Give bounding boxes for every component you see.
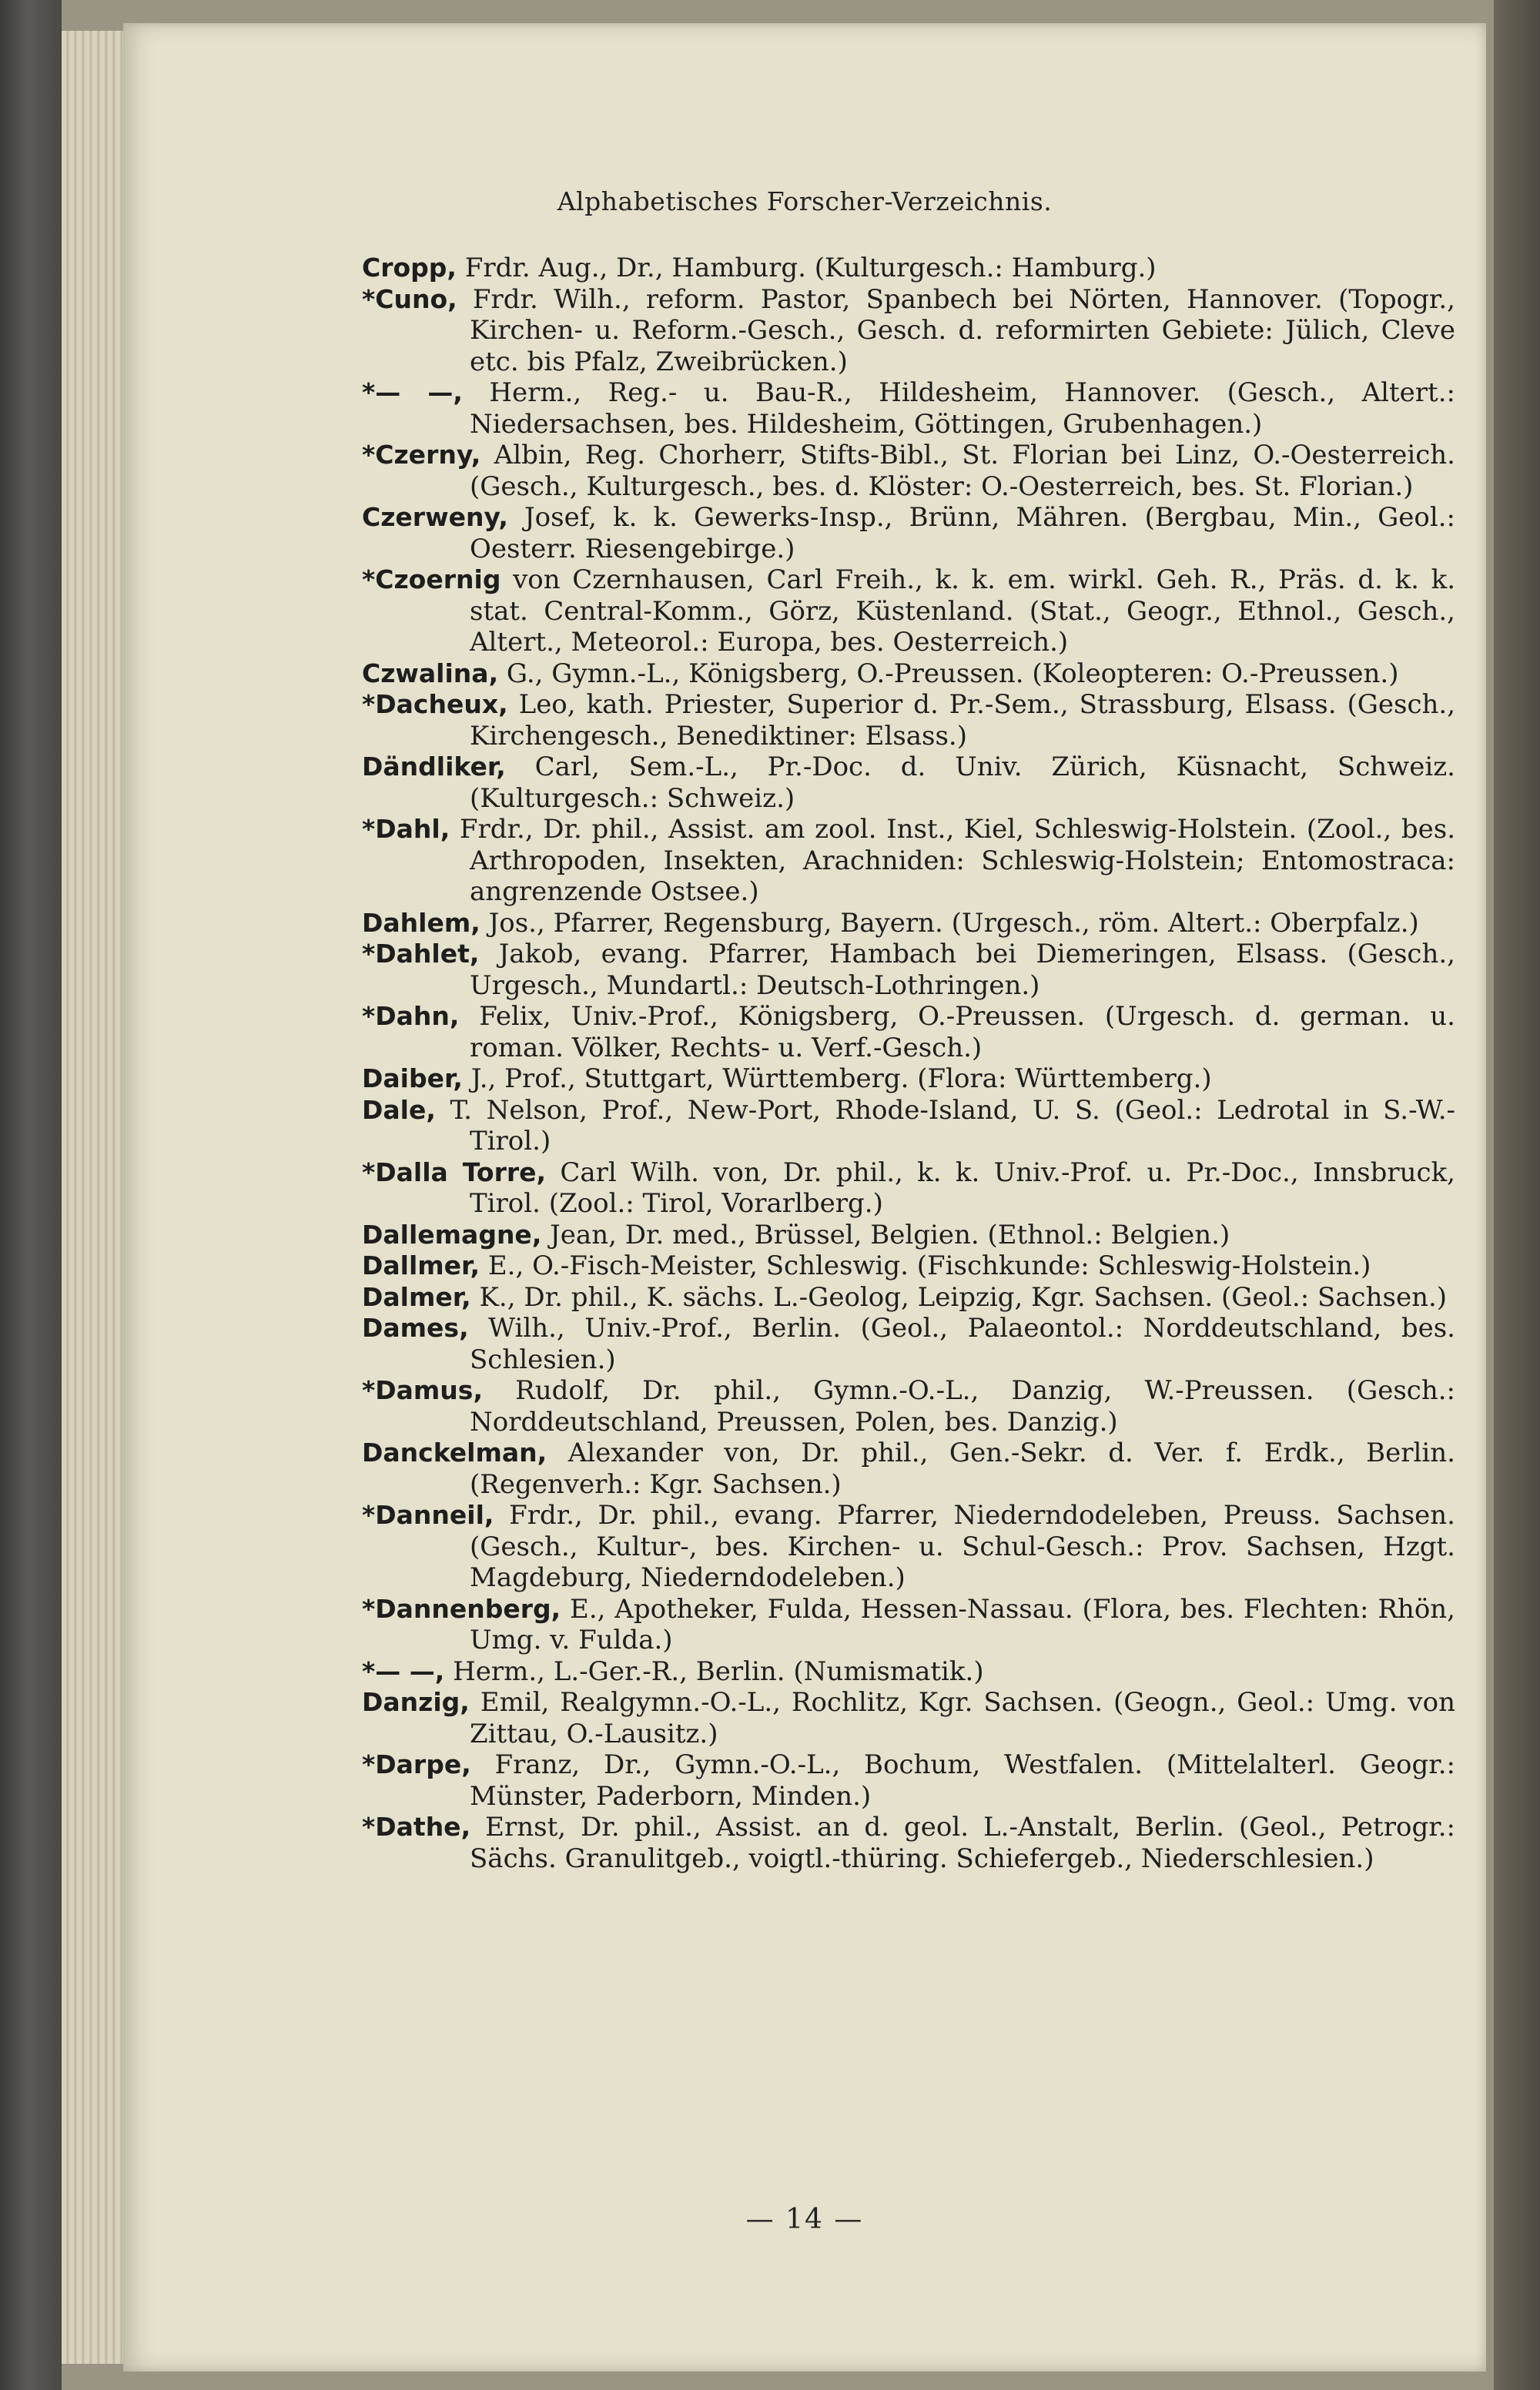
list-item (362, 689, 1455, 751)
entry-list (362, 253, 1455, 1874)
entry-name: Dalmer, (362, 1281, 471, 1312)
book-cover-left (0, 0, 62, 2390)
list-item (362, 1594, 1455, 1656)
list-item (362, 1063, 1455, 1095)
entry-text: Ernst, Dr. phil., Assist. an d. geol. L.-Anstalt, Berlin. (Geol., Petrogr.: Sächs. Granulitgeb., voigtl.-thüring. Schiefergeb., Niederschlesien.) (470, 1812, 1455, 1874)
entry-name: *— —, (362, 377, 463, 407)
list-item (362, 1001, 1455, 1063)
list-item (362, 1282, 1455, 1314)
entry-name: Czerweny, (362, 502, 508, 532)
entry-name: *Dahn, (362, 1001, 460, 1031)
list-item (362, 1220, 1455, 1251)
book-cover-right (1494, 0, 1540, 2390)
entry-name: *Cuno, (362, 283, 457, 314)
entry-name: *Dalla Torre, (362, 1157, 547, 1187)
list-item (362, 377, 1455, 440)
book-page (123, 23, 1486, 2372)
entry-text: Frdr., Dr. phil., evang. Pfarrer, Niederndodeleben, Preuss. Sachsen. (Gesch., Kultur-, bes. Kirchen- u. Schul-Gesch.: Prov. Sachsen, Hzgt. Magdeburg, Niederndodeleben.) (470, 1500, 1455, 1593)
entry-name: Danckelman, (362, 1438, 547, 1468)
entry-text: Franz, Dr., Gymn.-O.-L., Bochum, Westfalen. (Mittelalterl. Geogr.: Münster, Paderborn, Minden.) (470, 1749, 1455, 1812)
entry-name: *Darpe, (362, 1749, 471, 1779)
entry-text: E., Apotheker, Fulda, Hessen-Nassau. (Flora, bes. Flechten: Rhön, Umg. v. Fulda.) (470, 1593, 1455, 1655)
entry-text: Herm., Reg.- u. Bau-R., Hildesheim, Hannover. (Gesch., Altert.: Niedersachsen, bes. Hildesheim, Göttingen, Grubenhagen.) (462, 377, 1455, 440)
entry-text: Leo, kath. Priester, Superior d. Pr.-Sem., Strassburg, Elsass. (Gesch., Kirchengesch., Benediktiner: Elsass.) (470, 689, 1455, 751)
list-item (362, 658, 1455, 690)
list-item (362, 1812, 1455, 1874)
entry-text: Alexander von, Dr. phil., Gen.-Sekr. d. Ver. f. Erdk., Berlin. (Regenverh.: Kgr. Sachsen.) (470, 1438, 1455, 1500)
list-item (362, 1500, 1455, 1594)
list-item (362, 502, 1455, 564)
list-item (362, 284, 1455, 378)
list-item (362, 564, 1455, 658)
list-item (362, 1095, 1455, 1157)
entry-text: G., Gymn.-L., Königsberg, O.-Preussen. (Koleopteren: O.-Preussen.) (498, 658, 1399, 689)
entry-text: Frdr. Aug., Dr., Hamburg. (Kulturgesch.: Hamburg.) (456, 253, 1157, 283)
entry-name: Dahlem, (362, 907, 480, 938)
entry-text: K., Dr. phil., K. sächs. L.-Geolog, Leipzig, Kgr. Sachsen. (Geol.: Sachsen.) (470, 1281, 1448, 1313)
list-item (362, 1438, 1455, 1500)
entry-name: *— —, (362, 1655, 445, 1686)
list-item (362, 1687, 1455, 1749)
entry-name: *Czoernig (362, 564, 501, 594)
entry-name: Danzig, (362, 1687, 470, 1717)
entry-name: *Dacheux, (362, 689, 508, 719)
entry-name: *Dahlet, (362, 939, 480, 969)
entry-name: Dändliker, (362, 751, 506, 782)
entry-text: Carl Wilh. von, Dr. phil., k. k. Univ.-Prof. u. Pr.-Doc., Innsbruck, Tirol. (Zool.: Tirol, Vorarlberg.) (470, 1157, 1455, 1219)
list-item (362, 1157, 1455, 1220)
list-item (362, 440, 1455, 502)
entry-text: von Czernhausen, Carl Freih., k. k. em. wirkl. Geh. R., Präs. d. k. k. stat. Central-Komm., Görz, Küstenland. (Stat., Geogr., Ethnol., Gesch., Altert., Meteorol.: Europa, bes. Oesterreich.) (470, 564, 1455, 658)
list-item (362, 1749, 1455, 1812)
entry-name: Dale, (362, 1094, 436, 1125)
entry-text: Jean, Dr. med., Brüssel, Belgien. (Ethnol.: Belgien.) (541, 1219, 1230, 1250)
list-item (362, 1375, 1455, 1438)
entry-text: T. Nelson, Prof., New-Port, Rhode-Island, U. S. (Geol.: Ledrotal in S.-W.-Tirol.) (435, 1094, 1455, 1157)
entry-name: *Dathe, (362, 1812, 471, 1842)
entry-text: Josef, k. k. Gewerks-Insp., Brünn, Mähren. (Bergbau, Min., Geol.: Oesterr. Riesengebirge.) (470, 502, 1455, 564)
entry-text: Carl, Sem.-L., Pr.-Doc. d. Univ. Zürich, Küsnacht, Schweiz. (Kulturgesch.: Schweiz.) (470, 751, 1455, 814)
entry-text: Jakob, evang. Pfarrer, Hambach bei Diemeringen, Elsass. (Gesch., Urgesch., Mundartl.: Deutsch-Lothringen.) (470, 939, 1455, 1001)
entry-text: E., O.-Fisch-Meister, Schleswig. (Fischkunde: Schleswig-Holstein.) (480, 1250, 1371, 1281)
entry-name: Czwalina, (362, 658, 499, 688)
entry-name: *Czerny, (362, 440, 481, 470)
entry-text: Wilh., Univ.-Prof., Berlin. (Geol., Palaeontol.: Norddeutschland, bes. Schlesien.) (468, 1313, 1455, 1375)
entry-text: Frdr. Wilh., reform. Pastor, Spanbech bei Nörten, Hannover. (Topogr., Kirchen- u. Reform.-Gesch., Gesch. d. reformirten Gebiete: Jülich, Cleve etc. bis Pfalz, Zweibrücken.) (457, 283, 1455, 377)
entry-text: Jos., Pfarrer, Regensburg, Bayern. (Urgesch., röm. Altert.: Oberpfalz.) (480, 907, 1419, 939)
list-item (362, 814, 1455, 908)
page-number: — 14 — (745, 2204, 864, 2235)
entry-text: Albin, Reg. Chorherr, Stifts-Bibl., St. Florian bei Linz, O.-Oesterreich. (Gesch., Kulturgesch., bes. d. Klöster: O.-Oesterreich, bes. St. Florian.) (470, 440, 1455, 502)
entry-text: Herm., L.-Ger.-R., Berlin. (Numismatik.) (444, 1655, 984, 1687)
entry-text: Frdr., Dr. phil., Assist. am zool. Inst., Kiel, Schleswig-Holstein. (Zool., bes. Arthropoden, Insekten, Arachniden: Schleswig-Holstein; Entomostraca: angrenzende Ostsee.) (450, 814, 1455, 907)
list-item (362, 253, 1455, 284)
list-item (362, 1250, 1455, 1282)
list-item (362, 751, 1455, 814)
entry-name: Dallemagne, (362, 1219, 542, 1250)
entry-text: Rudolf, Dr. phil., Gymn.-O.-L., Danzig, W.-Preussen. (Gesch.: Norddeutschland, Preussen, Polen, bes. Danzig.) (470, 1375, 1455, 1438)
entry-name: Daiber, (362, 1063, 463, 1093)
entry-name: *Danneil, (362, 1500, 494, 1530)
page-edges (62, 31, 131, 2364)
entry-text: J., Prof., Stuttgart, Württemberg. (Flora: Württemberg.) (462, 1063, 1212, 1094)
entry-name: Dallmer, (362, 1250, 480, 1280)
list-item (362, 1656, 1455, 1688)
entry-name: *Dannenberg, (362, 1593, 561, 1624)
entry-name: *Dahl, (362, 814, 450, 844)
entry-text: Felix, Univ.-Prof., Königsberg, O.-Preussen. (Urgesch. d. german. u. roman. Völker, Rechts- u. Verf.-Gesch.) (459, 1001, 1455, 1063)
list-item (362, 908, 1455, 939)
entry-text: Emil, Realgymn.-O.-L., Rochlitz, Kgr. Sachsen. (Geogn., Geol.: Umg. von Zittau, O.-Lausitz.) (469, 1687, 1455, 1749)
list-item (362, 939, 1455, 1001)
entry-name: *Damus, (362, 1375, 483, 1405)
list-item (362, 1313, 1455, 1375)
page-header: Alphabetisches Forscher-Verzeichnis. (557, 186, 1053, 216)
entry-name: Cropp, (362, 253, 457, 283)
entry-name: Dames, (362, 1313, 469, 1343)
